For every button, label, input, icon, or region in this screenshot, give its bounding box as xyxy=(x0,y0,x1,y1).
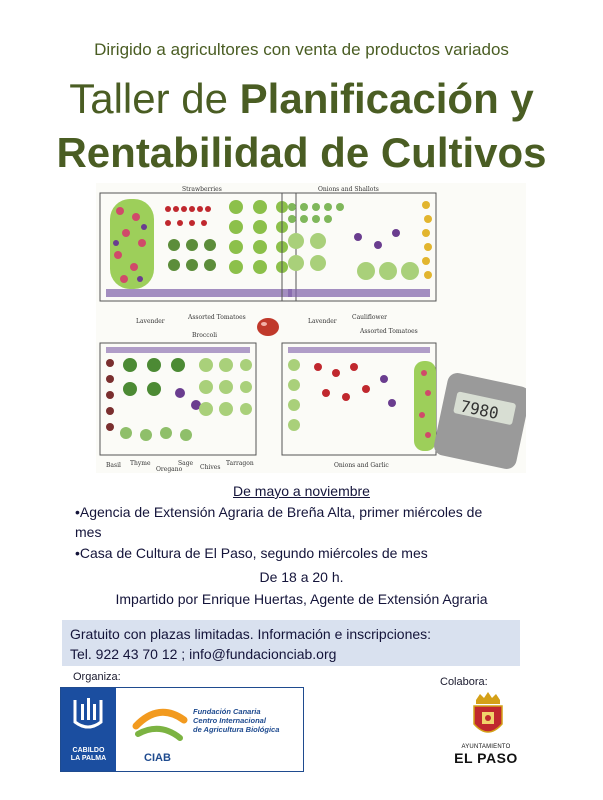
instructor: Impartido por Enrique Huertas, Agente de Extensión Agraria xyxy=(115,591,488,607)
ciab-full-name xyxy=(193,707,301,734)
location-1: •Agencia de Extensión Agraria de Breña Alta, primer miércoles de mes xyxy=(75,504,483,540)
ciab-name-line-3: de Agricultura Biológica xyxy=(193,725,280,734)
label-broccoli: Broccoli xyxy=(192,332,218,339)
hours: De 18 a 20 h. xyxy=(259,569,344,585)
clay-pot-icon xyxy=(257,318,279,336)
label-onions-garlic: Onions and Garlic xyxy=(334,462,389,469)
label-tarragon: Tarragon xyxy=(226,460,254,467)
period: De mayo a noviembre xyxy=(233,483,370,499)
ayuntamiento-label: AYUNTAMIENTO xyxy=(461,744,511,750)
ciab-name-line-1: Fundación Canaria xyxy=(193,707,261,716)
label-thyme: Thyme xyxy=(130,460,151,467)
subtitle: Dirigido a agricultores con venta de productos variados xyxy=(94,40,509,59)
title-bold-2: Rentabilidad de Cultivos xyxy=(56,129,547,176)
organiza-label: Organiza: xyxy=(73,671,121,683)
calculator-display: 7980 xyxy=(458,396,501,424)
ciab-name-line-2: Centro Internacional xyxy=(193,716,266,725)
info-line-1: Gratuito con plazas limitadas. Información e inscripciones: xyxy=(70,626,432,642)
cabildo-la-palma-logo xyxy=(61,688,116,771)
cabildo-emblem-icon xyxy=(61,688,116,738)
info-line-2: Tel. 922 43 70 12 ; info@fundacionciab.org xyxy=(70,646,337,662)
label-oregano: Oregano xyxy=(156,466,183,473)
cabildo-line-1: CABILDO xyxy=(72,747,105,754)
ayuntamiento-el-paso-logo xyxy=(445,744,527,766)
ciab-logo-icon xyxy=(130,700,188,752)
ciab-acronym: CIAB xyxy=(144,752,171,764)
title-bold-1: Planificación y xyxy=(239,75,534,122)
location-2: •Casa de Cultura de El Paso, segundo miércoles de mes xyxy=(75,545,428,561)
label-tomatoes-right: Assorted Tomatoes xyxy=(360,328,418,335)
label-lavender-right: Lavender xyxy=(308,318,337,325)
label-cauliflower: Cauliflower xyxy=(352,314,388,321)
label-chives: Chives xyxy=(200,464,221,471)
label-strawberries: Strawberries xyxy=(182,186,222,193)
el-paso-coat-of-arms-icon xyxy=(468,690,508,742)
label-onions-shallots: Onions and Shallots xyxy=(318,186,379,193)
garden-plan-illustration xyxy=(96,183,526,473)
colabora-label: Colabora: xyxy=(440,676,488,688)
page-title xyxy=(0,72,603,180)
label-sage: Sage xyxy=(178,460,194,467)
label-tomatoes-left: Assorted Tomatoes xyxy=(188,314,246,321)
label-basil: Basil xyxy=(106,462,121,469)
cabildo-line-2: LA PALMA xyxy=(70,755,107,762)
info-box xyxy=(62,620,520,666)
title-regular: Taller de xyxy=(69,75,240,122)
label-lavender-left: Lavender xyxy=(136,318,165,325)
el-paso-label: EL PASO xyxy=(454,750,518,766)
